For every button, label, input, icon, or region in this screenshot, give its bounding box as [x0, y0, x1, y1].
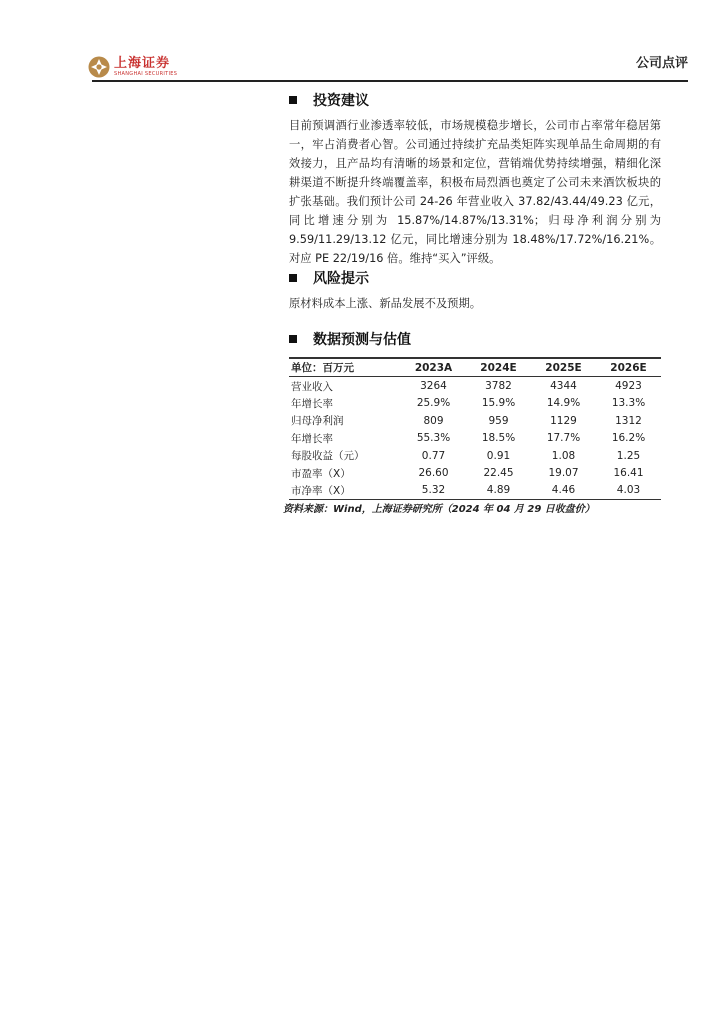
table-header-cell: 单位：百万元	[289, 358, 401, 377]
table-row	[289, 430, 661, 447]
table-cell: 55.3%	[416, 432, 451, 445]
forecast-table-wrapper	[289, 357, 661, 500]
table-cell: 959	[488, 414, 509, 427]
table-cell: 1312	[615, 414, 642, 427]
section-heading-forecast	[289, 329, 411, 349]
table-header-cell: 2025E	[531, 358, 596, 377]
table-cell: 4344	[550, 380, 577, 393]
table-row	[289, 412, 661, 429]
section-heading-risk	[289, 268, 369, 288]
logo-text-en: SHANGHAI SECURITIES	[114, 71, 178, 77]
company-logo	[88, 56, 177, 78]
table-cell: 4923	[615, 380, 642, 393]
table-cell: 年增长率	[291, 432, 333, 445]
investment-paragraph-block	[289, 116, 661, 268]
table-cell: 年增长率	[291, 397, 333, 410]
table-cell: 18.5%	[481, 432, 516, 445]
table-cell: 5.32	[401, 482, 466, 500]
table-cell: 0.91	[486, 449, 511, 462]
forecast-table	[289, 357, 661, 500]
table-cell: 归母净利润	[291, 415, 344, 428]
risk-paragraph: 原材料成本上涨、新品发展不及预期。	[289, 297, 482, 310]
table-cell: 19.07	[548, 467, 579, 480]
table-cell: 17.7%	[546, 432, 581, 445]
table-cell: 0.77	[421, 449, 446, 462]
table-cell: 3782	[485, 380, 512, 393]
table-cell: 4.89	[466, 482, 531, 500]
table-source-note: 资料来源：Wind，上海证券研究所（2024 年 04 月 29 日收盘价）	[283, 504, 595, 515]
table-cell: 809	[423, 414, 444, 427]
report-type-label: 公司点评	[635, 56, 688, 71]
investment-paragraph: 目前预调酒行业渗透率较低，市场规模稳步增长，公司市占率常年稳居第一，牢占消费者心智。公司通过持续扩充品类矩阵实现单品生命周期的有效接力，且产品均有清晰的场景和定位，营销端优势持续增强，精细化深耕渠道不断提升终端覆盖率，积极布局烈酒也奠定了公司未来酒饮板块的扩张基础。我们预计公司 24-26 年营业收入 37.82/43.44/49.23 亿元，同比增速分别为 15.87%/14.87%/13.31%；归母净利润分别为 9.59/11.29/13.12 亿元，同比增速分别为 18.48%/17.72%/16.21%。对应 PE 22/19/16 倍。维持“买入”评级。	[289, 119, 661, 265]
section-heading-investment	[289, 90, 369, 110]
section-title: 风险提示	[313, 271, 369, 287]
table-row	[289, 464, 661, 481]
table-header-row	[289, 358, 661, 377]
table-cell: 14.9%	[546, 397, 581, 410]
table-cell: 3264	[420, 380, 447, 393]
table-cell: 1.08	[551, 449, 576, 462]
table-cell: 1129	[550, 414, 577, 427]
table-cell: 每股收益（元）	[291, 450, 365, 463]
bullet-square-icon	[289, 335, 297, 343]
table-header-cell: 2024E	[466, 358, 531, 377]
table-row	[289, 377, 661, 395]
table-cell: 1.25	[616, 449, 641, 462]
bullet-square-icon	[289, 96, 297, 104]
table-row	[289, 482, 661, 500]
table-row	[289, 447, 661, 464]
risk-paragraph-block	[289, 294, 661, 313]
logo-text-cn: 上海证券	[114, 56, 171, 71]
header-divider	[92, 80, 688, 82]
table-cell: 13.3%	[611, 397, 646, 410]
table-header-cell: 2026E	[596, 358, 661, 377]
table-cell: 25.9%	[416, 397, 451, 410]
bullet-square-icon	[289, 274, 297, 282]
table-cell: 16.2%	[611, 432, 646, 445]
section-title: 投资建议	[313, 93, 369, 109]
table-cell: 26.60	[418, 467, 449, 480]
table-header-cell: 2023A	[401, 358, 466, 377]
page-header	[84, 52, 688, 80]
section-title: 数据预测与估值	[313, 332, 411, 348]
table-cell: 4.46	[531, 482, 596, 500]
table-cell: 15.9%	[481, 397, 516, 410]
table-cell: 16.41	[613, 467, 644, 480]
table-row	[289, 395, 661, 412]
table-cell: 营业收入	[291, 380, 333, 393]
table-cell: 4.03	[596, 482, 661, 500]
table-cell: 22.45	[483, 467, 514, 480]
logo-icon	[88, 56, 110, 78]
table-cell: 市净率（X）	[289, 482, 401, 500]
table-cell: 市盈率（X）	[291, 467, 351, 480]
